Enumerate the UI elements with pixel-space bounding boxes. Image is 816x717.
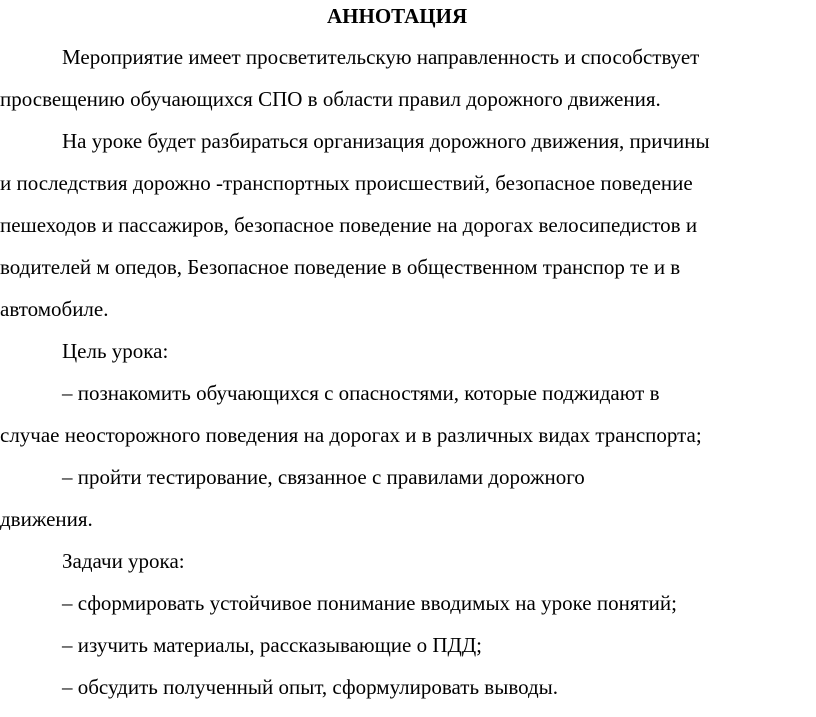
tasks-heading: Задачи урока: [62,549,185,573]
goal-heading: Цель урока: [62,339,169,363]
text-line-5: пешеходов и пассажиров, безопасное поведение на дорогах велосипедистов и [0,213,698,237]
text-line-4: и последствия дорожно -транспортных происшествий, безопасное поведение [0,171,693,195]
goal-item-2-continued: движения. [0,507,93,531]
goal-item-1-continued: случае неосторожного поведения на дорогах и в различных видах транспорта; [0,423,702,447]
task-item-1: – сформировать устойчивое понимание вводимых на уроке понятий; [62,591,677,615]
text-line-1: Мероприятие имеет просветительскую направленность и способствует [62,45,700,69]
task-item-3: – обсудить полученный опыт, сформулировать выводы. [62,675,559,699]
task-item-2: – изучить материалы, рассказывающие о ПДД; [62,633,482,657]
goal-item-2: – пройти тестирование, связанное с правилами дорожного [62,465,585,489]
text-line-7: автомобиле. [0,297,109,321]
text-line-6: водителей м опедов, Безопасное поведение в общественном транспор те и в [0,255,681,279]
document-title: АННОТАЦИЯ [327,4,468,28]
text-line-3: На уроке будет разбираться организация дорожного движения, причины [62,129,710,153]
goal-item-1: – познакомить обучающихся с опасностями, которые поджидают в [62,381,660,405]
text-line-2: просвещению обучающихся СПО в области правил дорожного движения. [0,87,661,111]
